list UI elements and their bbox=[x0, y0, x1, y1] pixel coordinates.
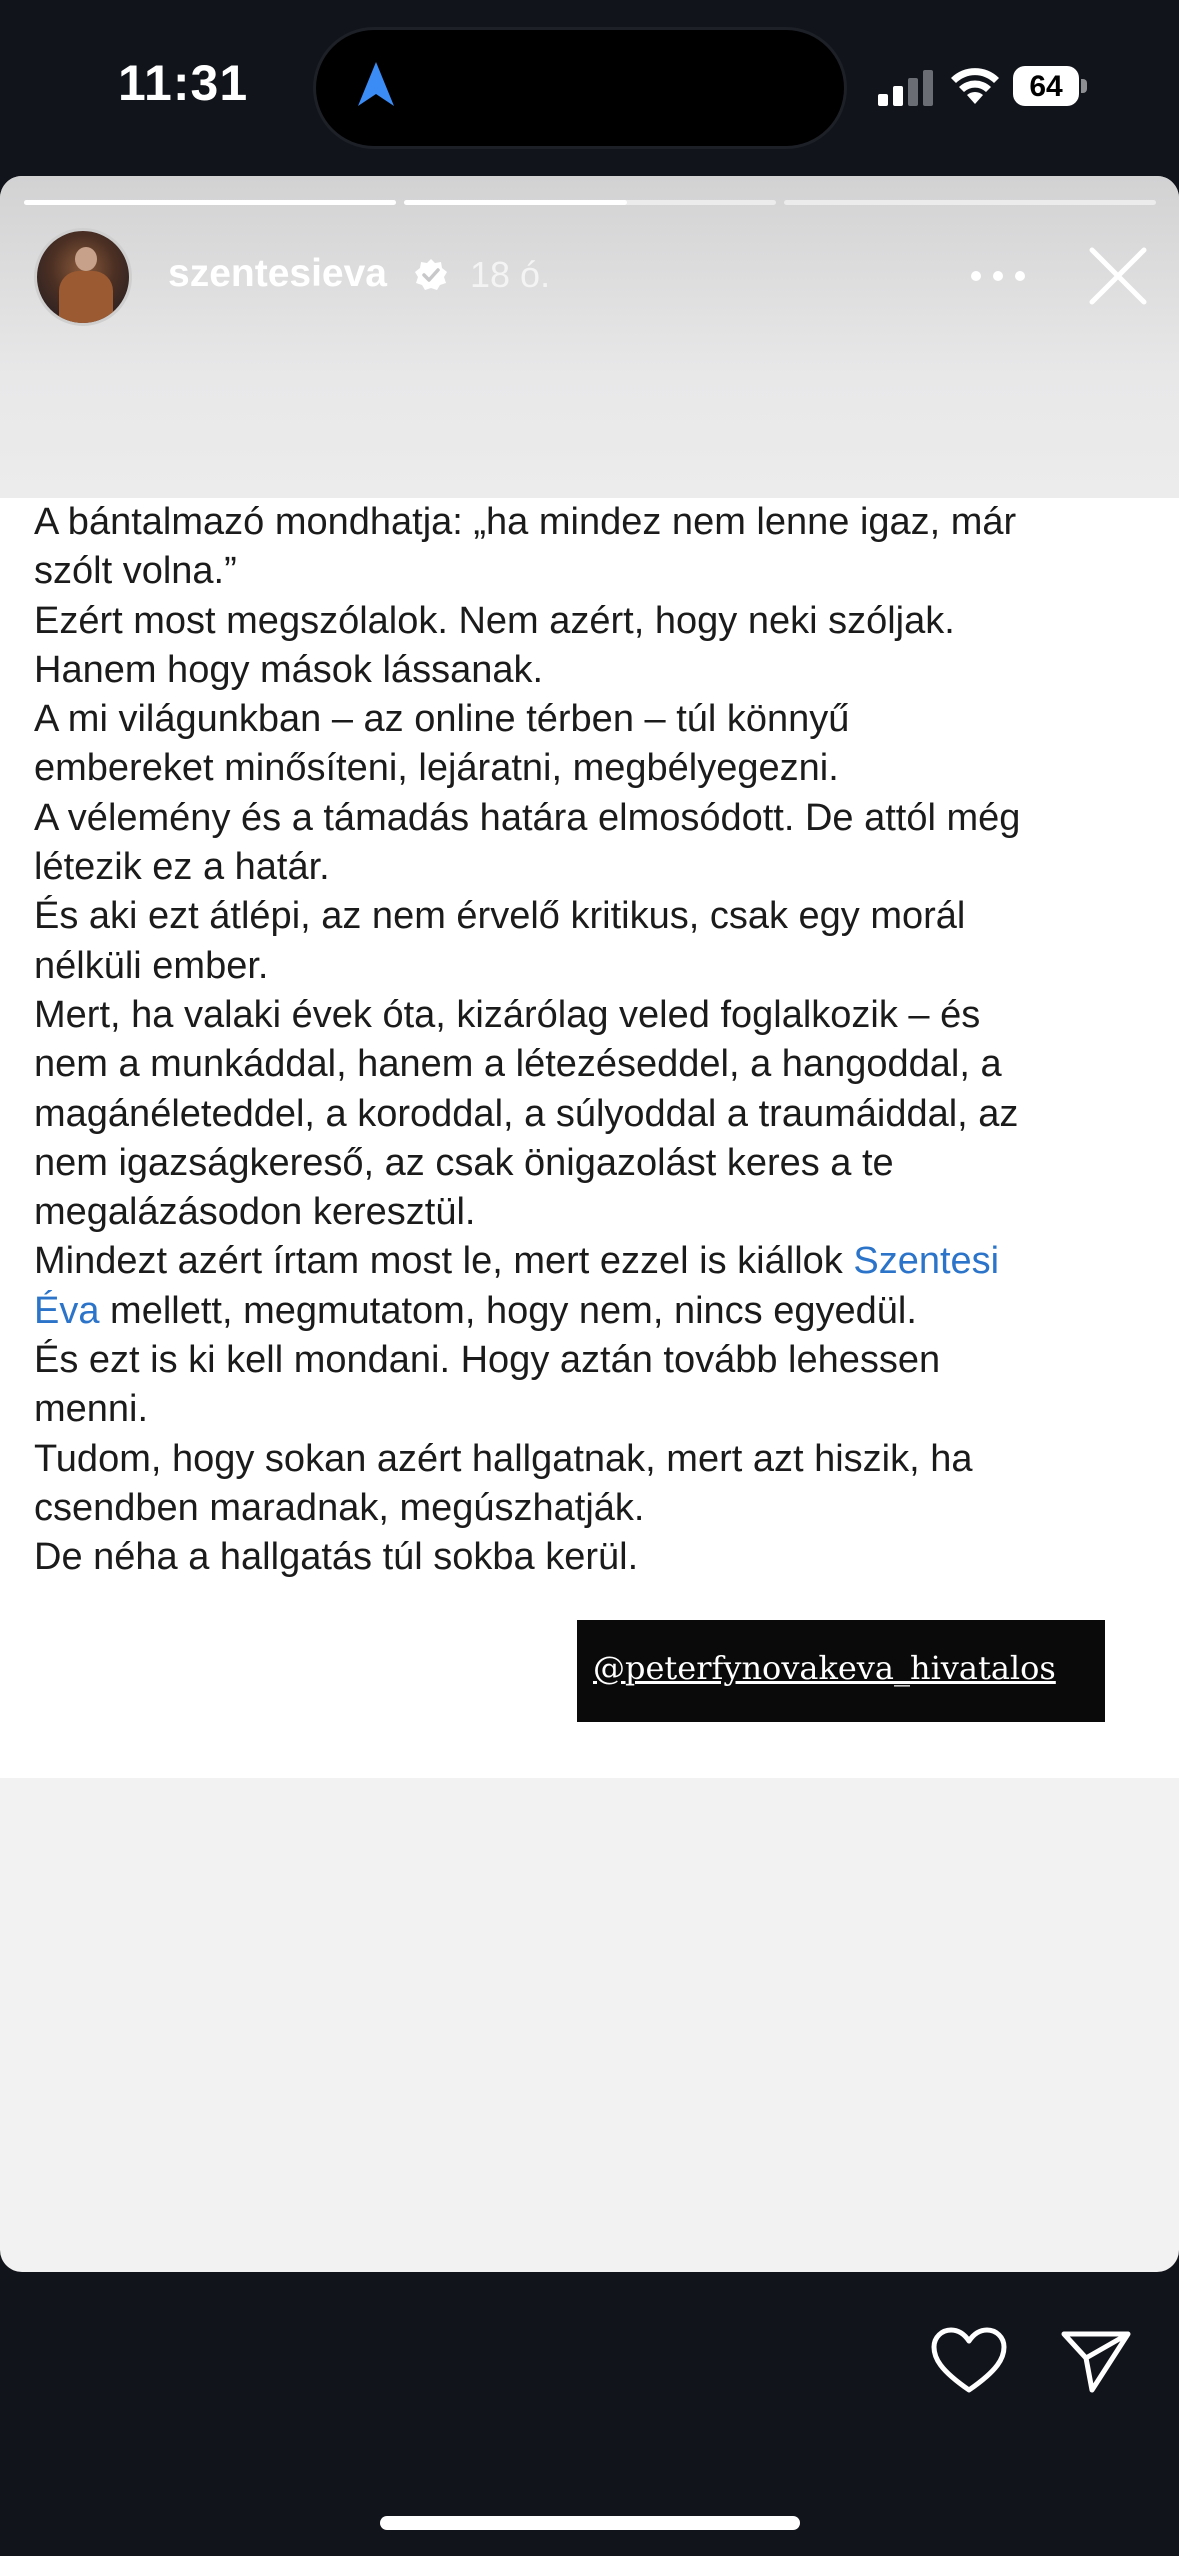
story-time-ago: 18 ó. bbox=[470, 254, 551, 295]
text-line-content: Tudom, hogy sokan azért hallgatnak, mert azt hiszik, ha bbox=[34, 1437, 973, 1480]
text-line-content: A vélemény és a támadás határa elmosódott. De attól még bbox=[34, 796, 1021, 839]
text-line bbox=[34, 1533, 1154, 1582]
story-post-text bbox=[0, 498, 1179, 1778]
text-line-content: Hanem hogy mások lássanak. bbox=[34, 648, 544, 691]
story-progress-fill bbox=[24, 200, 396, 205]
text-line-content: Ezért most megszólalok. Nem azért, hogy neki szóljak. bbox=[34, 599, 955, 642]
text-line bbox=[34, 942, 1154, 991]
text-line bbox=[34, 646, 1154, 695]
battery-tip bbox=[1081, 79, 1087, 93]
battery-level: 64 bbox=[1029, 70, 1063, 103]
mention-sticker-label: @peterfynovakeva_hivatalos bbox=[593, 1649, 1056, 1687]
text-line-content: És aki ezt átlépi, az nem érvelő kritikus, csak egy morál bbox=[34, 895, 966, 938]
text-line bbox=[34, 744, 1154, 793]
story-progress-segment bbox=[784, 200, 1156, 205]
text-line-content: menni. bbox=[34, 1388, 149, 1431]
text-line bbox=[34, 1188, 1154, 1237]
avatar[interactable] bbox=[34, 228, 132, 326]
mention-sticker[interactable] bbox=[577, 1620, 1105, 1722]
text-line bbox=[34, 1139, 1154, 1188]
text-line-content: Mindezt azért írtam most le, mert ezzel is kiállok bbox=[34, 1240, 854, 1283]
story-progress-segment bbox=[24, 200, 396, 205]
battery-indicator bbox=[1013, 66, 1087, 106]
text-line-content: megalázásodon keresztül. bbox=[34, 1191, 476, 1234]
text-line-content: De néha a hallgatás túl sokba kerül. bbox=[34, 1536, 639, 1579]
text-line-content: nélküli ember. bbox=[34, 944, 269, 987]
text-line bbox=[34, 1090, 1154, 1139]
text-line bbox=[34, 843, 1154, 892]
profile-link[interactable]: Éva bbox=[34, 1289, 100, 1332]
story-progress-fill bbox=[404, 200, 627, 205]
text-line bbox=[34, 1040, 1154, 1089]
status-time: 11:31 bbox=[118, 55, 249, 111]
text-line bbox=[34, 1237, 1154, 1286]
status-bar bbox=[0, 0, 1179, 170]
text-line bbox=[34, 794, 1154, 843]
story-progress-segment bbox=[404, 200, 776, 205]
text-line-content: csendben maradnak, megúszhatják. bbox=[34, 1486, 645, 1529]
cellular-signal-icon bbox=[878, 70, 936, 106]
text-line-content: A mi világunkban – az online térben – túl könnyű bbox=[34, 698, 850, 741]
text-line-content: magánéleteddel, a koroddal, a súlyoddal a traumáiddal, az bbox=[34, 1092, 1019, 1135]
location-arrow-icon bbox=[356, 60, 396, 110]
text-line bbox=[34, 597, 1154, 646]
text-line bbox=[34, 547, 1154, 596]
send-icon[interactable] bbox=[1060, 2328, 1132, 2394]
close-icon[interactable] bbox=[1088, 246, 1148, 306]
text-line-content: Mert, ha valaki évek óta, kizárólag veled foglalkozik – és bbox=[34, 993, 981, 1036]
text-line bbox=[34, 1435, 1154, 1484]
story-username[interactable]: szentesieva bbox=[168, 252, 387, 295]
text-line bbox=[34, 1385, 1154, 1434]
text-line bbox=[34, 991, 1154, 1040]
text-line-content: embereket minősíteni, lejáratni, megbélyegezni. bbox=[34, 747, 839, 790]
text-line bbox=[34, 1287, 1154, 1336]
story-text-body bbox=[34, 498, 1154, 1583]
profile-link[interactable]: Szentesi bbox=[853, 1240, 1000, 1283]
text-line bbox=[34, 498, 1154, 547]
text-line-content: létezik ez a határ. bbox=[34, 846, 330, 889]
heart-icon[interactable] bbox=[930, 2326, 1008, 2396]
text-line-content: nem a munkáddal, hanem a létezéseddel, a hangoddal, a bbox=[34, 1043, 1002, 1086]
text-line bbox=[34, 1336, 1154, 1385]
text-line-content: mellett, megmutatom, hogy nem, nincs egyedül. bbox=[99, 1289, 917, 1332]
text-line-content: szólt volna.” bbox=[34, 550, 237, 593]
avatar-figure-body bbox=[59, 271, 113, 326]
home-indicator[interactable] bbox=[380, 2516, 800, 2530]
verified-badge-icon bbox=[414, 258, 448, 292]
avatar-figure-head bbox=[75, 247, 97, 271]
more-options-icon[interactable] bbox=[970, 270, 1026, 282]
text-line-content: nem igazságkereső, az csak önigazolást keres a te bbox=[34, 1141, 894, 1184]
text-line-content: A bántalmazó mondhatja: „ha mindez nem lenne igaz, már bbox=[34, 501, 1017, 543]
text-line bbox=[34, 1484, 1154, 1533]
text-line bbox=[34, 695, 1154, 744]
wifi-icon bbox=[950, 66, 1000, 106]
text-line bbox=[34, 892, 1154, 941]
text-line-content: És ezt is ki kell mondani. Hogy aztán tovább lehessen bbox=[34, 1339, 941, 1382]
